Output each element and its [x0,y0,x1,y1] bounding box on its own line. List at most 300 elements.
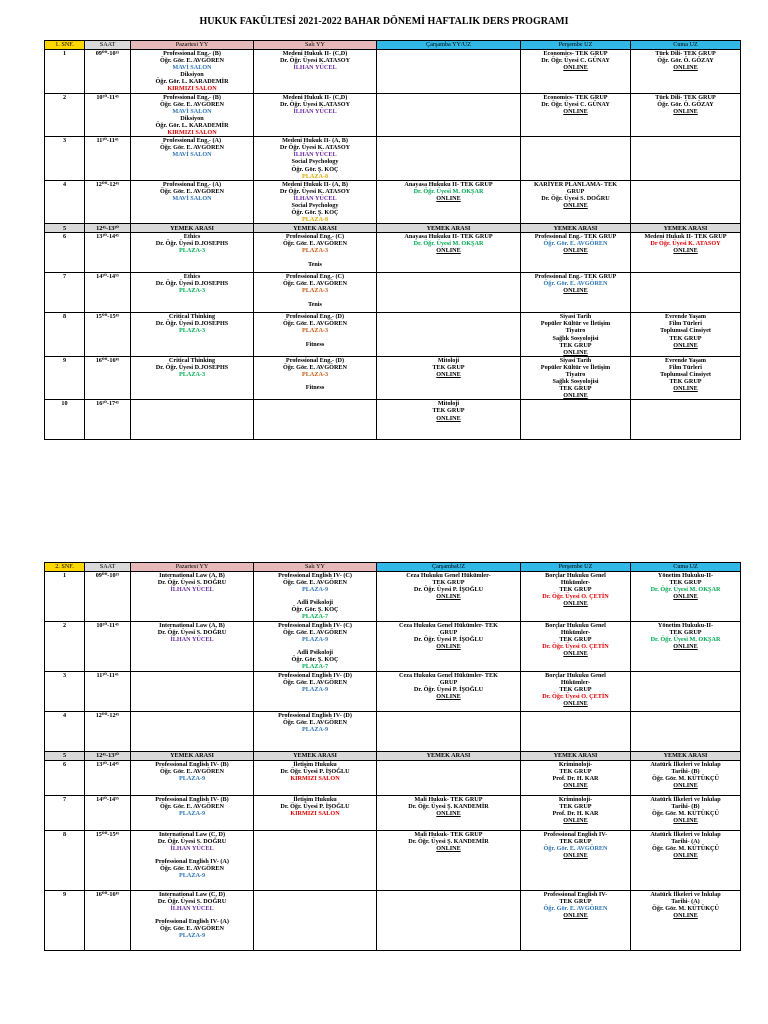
column-header: Pazartesi YY [131,563,254,572]
lesson-time: 14⁵⁰-14⁵⁵ [85,273,131,313]
course-line: Kriminoloji- [558,796,593,803]
course-line: ONLINE [436,810,461,818]
cell-monday [131,761,254,796]
course-line: Tarihi- (A) [671,898,700,906]
course-line: Borçlar Hukuku Genel [545,672,606,679]
course-line: Toplumsal Cinsiyet [660,371,711,378]
lesson-time: 13³⁰-14⁴⁵ [85,233,131,273]
course-line: ONLINE [563,912,588,920]
course-line: PLAZA-3 [301,371,329,378]
lesson-time: 10³⁰-11⁴⁵ [85,622,131,672]
page-title: HUKUK FAKÜLTESİ 2021-2022 BAHAR DÖNEMİ HAFTALIK DERS PROGRAMI [199,16,569,27]
course-line: Diksiyon [180,71,204,79]
course-line: Öğr. Gör. Ö. GÖZAY [657,100,714,108]
course-line: PLAZA-3 [178,327,206,335]
lesson-number: 2 [45,622,85,672]
course-line: Critical Thinking [168,313,216,321]
course-line: ONLINE [436,371,461,378]
course-line: Borçlar Hukuku Genel [545,572,606,579]
course-line: Dr. Öğr. Üyesi S. DOĞRU [541,194,610,202]
cell-thursday [521,180,631,224]
course-line: Dr. Öğr. Üyesi P. İŞOĞLU [413,586,484,594]
lesson-number: 5 [45,752,85,761]
lesson-time: 09⁰⁰-10¹⁵ [85,50,131,94]
cell-thursday [521,622,631,672]
cell-monday: YEMEK ARASI [131,752,254,761]
cell-tuesday [254,761,377,796]
course-line: Öğr. Gör. E. AVGÖREN [159,187,225,195]
schedule-table-2 [44,562,741,951]
course-line: ONLINE [436,414,461,422]
lesson-time: 12⁰⁰-12⁴⁵ [85,712,131,752]
course-line: TEK GRUP [559,686,592,694]
cell-friday [631,572,741,622]
column-header: Salı YY [254,563,377,572]
course-line: PLAZA-9 [178,775,206,783]
course-line: Dr. Öğr. Üyesi P. İŞOĞLU [413,636,484,644]
lesson-number: 3 [45,672,85,712]
course-line: Ceza Hukuku Genel Hükümler- [406,572,491,579]
table-row [45,273,741,313]
course-line: Prof. Dr. H. KAR [552,810,599,818]
cell-tuesday [254,180,377,224]
course-line: Mitoloji [437,356,460,364]
course-line: ONLINE [563,650,588,658]
course-line: Professional English IV- (D) [278,712,352,719]
cell-wednesday [377,831,521,891]
course-line: KIRMIZI SALON [290,810,340,818]
table-row [45,761,741,796]
course-line: TEK GRUP [669,579,702,587]
course-line: Ethics [183,273,201,281]
cell-tuesday [254,622,377,672]
cell-friday [631,400,741,440]
cell-friday [631,761,741,796]
course-line: Professional English IV- (B) [155,796,229,803]
cell-tuesday [254,93,377,137]
course-line: İLHAN YÜCEL [170,905,214,913]
course-line: TEK GRUP [432,407,465,415]
table-row [45,891,741,951]
course-line: Adli Psikoloji [297,599,333,607]
lesson-time: 16⁵⁰-17⁴⁵ [85,400,131,440]
course-line: KIRMIZI SALON [290,775,340,783]
course-line: Dr. Öğr. Üyesi D.JOSEPHS [155,320,229,328]
cell-monday [131,50,254,94]
cell-tuesday [254,137,377,181]
course-line: Öğr. Gör. E. AVGÖREN [282,280,348,288]
course-line: Medeni Hukuk II- (C,D) [282,93,348,101]
course-line: PLAZA-7 [301,613,329,621]
course-line: Öğr. Gör. E. AVGÖREN [282,719,348,727]
cell-tuesday [254,572,377,622]
lesson-number: 7 [45,273,85,313]
lesson-number: 9 [45,356,85,400]
course-line: Economics- TEK GRUP [543,93,608,101]
cell-monday [131,622,254,672]
cell-monday [131,400,254,440]
course-line: MAVİ SALON [172,107,212,115]
course-line: Dr. Öğr. Üyesi Ş. KANDEMİR [408,803,489,811]
course-line: KIRMIZI SALON [167,129,217,137]
course-line: Social Psychology [291,201,339,209]
course-line: Professional Eng.- (C) [285,273,345,281]
cell-thursday [521,831,631,891]
cell-wednesday [377,712,521,752]
course-line: International Law (A, B) [159,622,225,629]
course-line: PLAZA-9 [301,586,329,594]
course-line: TEK GRUP [559,803,592,811]
course-line: ONLINE [563,782,588,790]
course-line: Öğr. Gör. E. AVGÖREN [543,240,608,248]
column-header: Cuma UZ [631,41,741,50]
course-line: Ethics [183,233,201,241]
course-line: Sağlık Sosyolojisi [552,378,599,386]
cell-friday [631,273,741,313]
course-line: TEK GRUP [432,579,465,587]
column-header: Salı YY [254,41,377,50]
course-line: Dr Öğr. Üyesi K. ATASOY [279,187,351,195]
cell-tuesday [254,400,377,440]
course-line: Professional English IV- (A) [155,918,229,926]
course-line: Dr. Öğr. Üyesi S. DOĞRU [157,898,227,906]
course-line: Economics- TEK GRUP [543,50,608,57]
cell-thursday [521,93,631,137]
course-line: Tarihi- (A) [671,838,700,846]
course-line: Medeni Hukuk II- (A, B) [282,137,348,145]
column-header: Pazartesi YY [131,41,254,50]
column-header: Perşembe UZ [521,563,631,572]
course-line: Öğr. Gör. E. AVGÖREN [159,100,225,108]
table-row [45,622,741,672]
course-line: Evrende Yaşam [664,313,707,321]
lesson-time: 13³⁰-14⁴⁵ [85,761,131,796]
cell-tuesday [254,712,377,752]
course-line: ONLINE [673,593,698,601]
course-line: Ceza Hukuku Genel Hükümler- TEK [398,672,498,679]
cell-friday [631,356,741,400]
cell-friday [631,93,741,137]
course-line: Dr. Öğr. Üyesi D.JOSEPHS [155,363,229,371]
lesson-time: 11³⁰-11⁴⁵ [85,137,131,181]
course-line: Yönetim Hukuku-II- [657,622,714,629]
course-line: TEK GRUP [432,363,465,371]
course-line: ONLINE [673,782,698,790]
course-line: Medeni Hukuk II- (A, B) [282,180,348,188]
course-line: Professional Eng.- TEK GRUP [534,233,617,241]
course-line: Dr. Öğr. Üyesi C. GÜNAY [541,57,610,65]
column-header: SAAT [85,563,131,572]
course-line: İletişim Hukuku [293,796,337,803]
cell-thursday [521,313,631,357]
course-line: Critical Thinking [168,356,216,364]
table-row [45,831,741,891]
cell-wednesday [377,572,521,622]
course-line: Social Psychology [291,158,339,166]
lesson-number: 7 [45,796,85,831]
course-line: Film Türleri [668,363,703,371]
course-line: Öğr. Gör. Ş. KOÇ [291,656,339,664]
course-line: TEK GRUP [669,334,702,342]
course-line: PLAZA-9 [178,810,206,818]
course-line: Mitoloji [437,400,460,408]
course-line: Professional English IV- (D) [278,672,352,679]
course-line: GRUP [566,187,585,195]
course-line: Öğr. Gör. E. AVGÖREN [543,845,608,853]
lesson-time: 12⁴⁵-13³⁰ [85,224,131,233]
course-line: Dr. Öğr. Üyesi M. OKŞAR [650,636,721,644]
course-line: PLAZA-3 [178,287,206,295]
lesson-number: 4 [45,712,85,752]
course-line: Dr. Öğr. Üyesi P. İŞOĞLU [280,768,350,776]
course-line: ONLINE [563,600,588,608]
course-line: Hükümler- [560,679,591,687]
course-line: PLAZA-3 [178,371,206,378]
course-line: Öğr. Gör. E. AVGÖREN [159,803,225,811]
course-line: Dr. Öğr. Üyesi O. ÇETİN [542,643,609,651]
course-line: Öğr. Gör. Ş. KOÇ [291,209,339,217]
course-line: Ceza Hukuku Genel Hükümler- TEK [398,622,498,629]
cell-friday [631,672,741,712]
cell-friday: YEMEK ARASI [631,224,741,233]
course-line: ONLINE [436,593,461,601]
lesson-number: 4 [45,180,85,224]
course-line: Dr. Öğr. Üyesi Ş. KANDEMİR [408,838,489,846]
course-line: Dr. Öğr. Üyesi S. DOĞRU [157,629,227,637]
cell-friday [631,233,741,273]
course-line: TEK GRUP [559,768,592,776]
course-line: ONLINE [563,287,588,295]
course-line: Professional Eng.- (B) [163,93,221,101]
course-line: Diksiyon [180,114,204,122]
table-row [45,93,741,137]
course-line: GRUP [439,679,458,687]
course-line: TEK GRUP [559,586,592,594]
lesson-number: 5 [45,224,85,233]
course-line: Siyasi Tarih [559,356,592,364]
lesson-number: 8 [45,313,85,357]
course-line: Dr. Öğr. Üyesi D.JOSEPHS [155,240,229,248]
course-line: ONLINE [563,700,588,708]
course-line: Öğr. Gör. E. AVGÖREN [159,768,225,776]
lesson-time: 15⁰⁰-15⁴⁵ [85,831,131,891]
cell-monday [131,572,254,622]
course-line: Professional Eng.- (A) [162,180,222,188]
lesson-time: 12⁰⁰-12⁴⁵ [85,180,131,224]
course-line: International Law (A, B) [159,572,225,579]
course-line: Türk Dili- TEK GRUP [655,93,716,101]
lesson-number: 8 [45,831,85,891]
lunch-row [45,752,741,761]
course-line: Dr. Öğr. Üyesi K.ATASOY [279,57,351,65]
cell-wednesday [377,313,521,357]
lesson-time: 16⁰⁰-16⁴⁵ [85,891,131,951]
course-line: Atatürk İlkeleri ve İnkılap [650,891,721,898]
course-line: Siyasi Tarih [559,313,592,321]
schedule-table-1 [44,40,741,440]
cell-thursday [521,572,631,622]
course-line: ONLINE [436,845,461,853]
table-row [45,356,741,400]
course-line: PLAZA-9 [178,932,206,940]
cell-monday [131,93,254,137]
cell-thursday [521,356,631,400]
cell-monday [131,233,254,273]
course-line: Prof. Dr. H. KAR [552,775,599,783]
table-header-row [45,41,741,50]
cell-friday [631,180,741,224]
course-line: Dr. Öğr. Üyesi M. OKŞAR [650,586,721,594]
course-line: Öğr. Gör. E. AVGÖREN [543,280,608,288]
cell-friday: YEMEK ARASI [631,752,741,761]
course-line: TEK GRUP [559,341,592,349]
course-line: GRUP [439,629,458,637]
cell-wednesday [377,273,521,313]
lesson-number: 3 [45,137,85,181]
cell-friday [631,622,741,672]
course-line: Öğr. Gör. E. AVGÖREN [159,144,225,152]
course-line: Medeni Hukuk II- (C,D) [282,50,348,57]
course-line: KARİYER PLANLAMA- TEK [533,180,618,188]
cell-tuesday [254,233,377,273]
course-line: Tenis [308,300,322,308]
course-line: Mali Hukuk- TEK GRUP [414,796,483,803]
cell-thursday [521,400,631,440]
course-line: Atatürk İlkeleri ve İnkılap [650,796,721,803]
course-line: Popüler Kültür ve İletişim [540,320,611,328]
cell-wednesday [377,233,521,273]
course-line: Öğr. Gör. E. AVGÖREN [282,320,348,328]
course-line: Öğr. Gör. M. KÜTÜKÇÜ [652,775,719,783]
lesson-time: 14⁵⁰-14⁵⁵ [85,796,131,831]
course-line: Öğr. Gör. E. AVGÖREN [159,57,225,65]
course-line: Öğr. Gör. E. AVGÖREN [282,579,348,587]
course-line: Dr. Öğr. Üyesi O. ÇETİN [542,593,609,601]
course-line: İLHAN YÜCEL [293,151,337,159]
course-line: ONLINE [563,247,588,255]
course-line: Fitness [305,384,325,392]
course-line: Dr. Öğr. Üyesi S. DOĞRU [157,579,227,587]
table-row [45,50,741,94]
lesson-number: 1 [45,572,85,622]
column-header: 1. SNF. [45,41,85,50]
course-line: PLAZA-3 [178,247,206,255]
course-line: ONLINE [673,912,698,920]
course-line: Anayasa Hukuku II- TEK GRUP [404,180,493,188]
course-line: Fitness [305,340,325,348]
lesson-time: 10³⁰-11⁴⁵ [85,93,131,137]
course-line: TEK GRUP [669,629,702,637]
course-line: Dr Öğr. Üyesi K. ATASOY [650,240,721,248]
column-header: Cuma UZ [631,563,741,572]
course-line: Tarihi- (B) [671,768,700,776]
lesson-number: 2 [45,93,85,137]
course-line: İLHAN YÜCEL [293,64,337,72]
cell-friday [631,137,741,181]
cell-thursday [521,761,631,796]
course-line: Professional English IV- (C) [278,572,352,579]
course-line: ONLINE [673,817,698,825]
cell-tuesday [254,356,377,400]
course-line: Tarihi- (B) [671,803,700,811]
course-line: Dr Öğr. Üyesi K. ATASOY [279,144,351,152]
course-line: İLHAN YÜCEL [170,636,214,644]
course-line: Yönetim Hukuku-II- [657,572,714,579]
cell-wednesday [377,50,521,94]
course-line: Professional English IV- (A) [155,858,229,866]
cell-monday [131,831,254,891]
cell-monday [131,356,254,400]
course-line: Professional English IV- (B) [155,761,229,768]
course-line: Tenis [308,260,322,268]
course-line: Film Türleri [668,320,703,328]
cell-friday [631,796,741,831]
course-line: PLAZA-9 [301,686,329,694]
cell-monday [131,313,254,357]
course-line: Evrende Yaşam [664,356,707,364]
cell-thursday [521,796,631,831]
cell-wednesday [377,93,521,137]
lesson-time: 16⁰⁰-16⁴⁵ [85,356,131,400]
cell-tuesday [254,672,377,712]
cell-thursday [521,273,631,313]
column-header: Perşembe UZ [521,41,631,50]
cell-monday [131,796,254,831]
course-line: Dr. Öğr. Üyesi M. OKŞAR [413,240,484,248]
course-line: Professional Eng.- (D) [285,313,345,321]
course-line: ONLINE [563,201,588,209]
cell-thursday [521,712,631,752]
table-row [45,572,741,622]
course-line: Tiyatro [565,327,586,335]
course-line: Atatürk İlkeleri ve İnkılap [650,831,721,838]
course-line: Dr. Öğr. Üyesi O. ÇETİN [542,693,609,701]
course-line: ONLINE [673,385,698,393]
course-line: Dr. Öğr. Üyesi D.JOSEPHS [155,280,229,288]
course-line: Dr. Öğr. Üyesi S. DOĞRU [157,838,227,846]
table-row [45,400,741,440]
lesson-number: 10 [45,400,85,440]
course-line: PLAZA-8 [301,216,329,224]
course-line: Adli Psikoloji [297,649,333,657]
course-line: ONLINE [436,194,461,202]
course-line: ONLINE [563,107,588,115]
course-line: Dr. Öğr. Üyesi K.ATASOY [279,100,351,108]
course-line: Öğr. Gör. M. KÜTÜKÇÜ [652,905,719,913]
cell-tuesday: YEMEK ARASI [254,752,377,761]
table-row [45,712,741,752]
course-line: ONLINE [563,64,588,72]
course-line: ONLINE [673,643,698,651]
lesson-time: 15⁰⁰-15⁴⁵ [85,313,131,357]
cell-wednesday: YEMEK ARASI [377,224,521,233]
table-row [45,180,741,224]
course-line: Hükümler- [560,629,591,637]
course-line: Professional Eng.- TEK GRUP [534,273,617,281]
course-line: İLHAN YÜCEL [170,586,214,594]
cell-thursday [521,233,631,273]
course-line: Dr. Öğr. Üyesi C. GÜNAY [541,100,610,108]
cell-friday [631,712,741,752]
cell-tuesday: YEMEK ARASI [254,224,377,233]
cell-tuesday [254,50,377,94]
course-line: Popüler Kültür ve İletişim [540,363,611,371]
cell-tuesday [254,891,377,951]
course-line: TEK GRUP [669,378,702,386]
cell-thursday [521,137,631,181]
course-line: PLAZA-9 [301,636,329,644]
course-line: MAVİ SALON [172,151,212,159]
